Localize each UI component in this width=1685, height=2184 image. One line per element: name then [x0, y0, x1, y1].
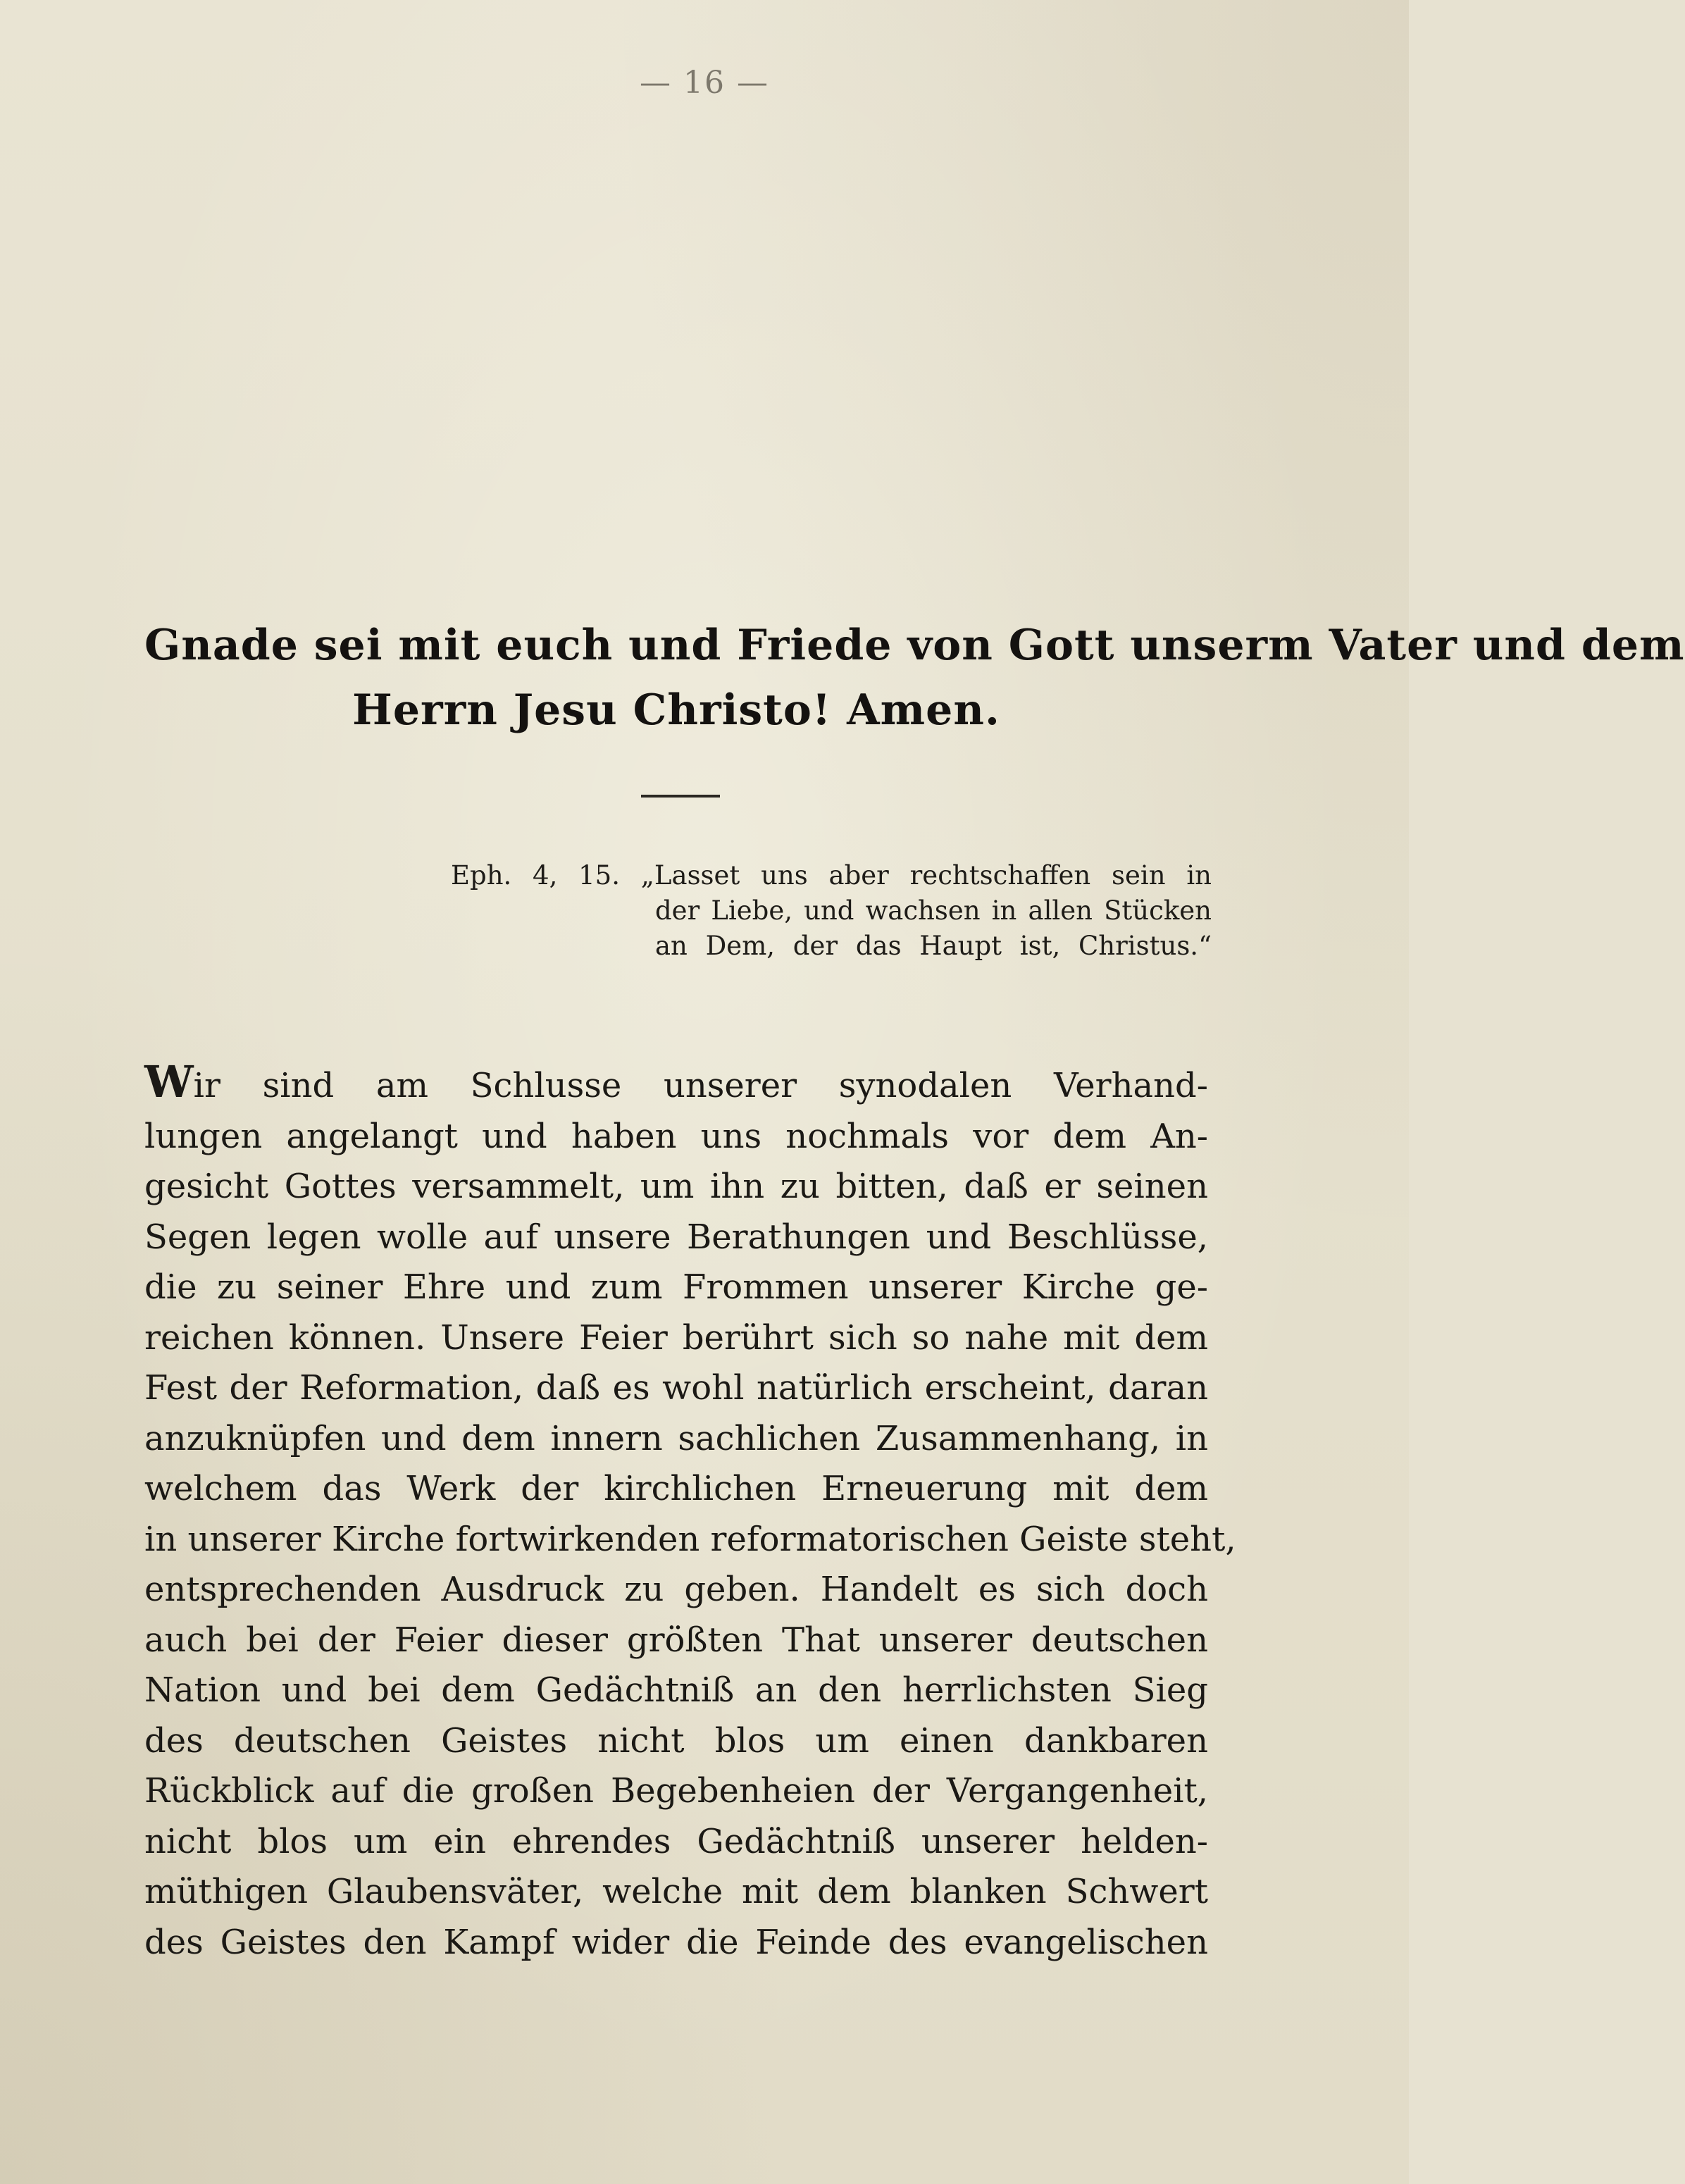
paragraph-line: welchem das Werk der kirchlichen Erneuerung mit dem: [144, 1469, 1208, 1508]
paragraph-line: Segen legen wolle auf unsere Berathungen und Beschlüsse,: [144, 1217, 1208, 1257]
paragraph-line: des deutschen Geistes nicht blos um einen dankbaren: [144, 1720, 1208, 1761]
paragraph-line: [144, 1057, 1208, 1112]
paragraph-line: gesicht Gottes versammelt, um ihn zu bitten, daß er seinen: [144, 1167, 1208, 1206]
verse-first-line: [451, 858, 1212, 893]
paragraph-line: entsprechenden Ausdruck zu geben. Handelt es sich doch: [144, 1570, 1208, 1609]
bible-verse: [451, 858, 1212, 964]
verse-text-line: der Liebe, und wachsen in allen Stücken: [655, 895, 1212, 926]
paragraph-line: anzuknüpfen und dem innern sachlichen Zusammenhang, in: [144, 1418, 1208, 1458]
paragraph-line: Nation und bei dem Gedächtniß an den herrlichsten Sieg: [144, 1670, 1208, 1710]
paragraph-line: Rückblick auf die großen Begebenheien der Vergangenheit,: [144, 1771, 1208, 1811]
divider-rule: [641, 795, 720, 798]
blessing-heading: [144, 613, 1685, 743]
paragraph-line: reichen können. Unsere Feier berührt sich so nahe mit dem: [144, 1317, 1208, 1358]
paragraph-line: müthigen Glaubensväter, welche mit dem blanken Schwert: [144, 1872, 1208, 1911]
initial-letter: W: [144, 1056, 194, 1107]
verse-text-line: „Lasset uns aber rechtschaffen sein in: [640, 860, 1212, 891]
paragraph-line: in unserer Kirche fortwirkenden reformatorischen Geiste steht,: [144, 1519, 1236, 1559]
heading-line: Herrn Jesu Christo! Amen.: [352, 685, 1000, 735]
paragraph-line: des Geistes den Kampf wider die Feinde des evangelischen: [144, 1922, 1208, 1962]
sermon-paragraph: [144, 1056, 1236, 1968]
paragraph-line: Fest der Reformation, daß es wohl natürlich erscheint, daran: [144, 1368, 1208, 1408]
paragraph-line: die zu seiner Ehre und zum Frommen unserer Kirche ge-: [144, 1267, 1208, 1307]
verse-reference: Eph. 4, 15.: [451, 860, 620, 891]
paragraph-line-text: ir sind am Schlusse unserer synodalen Verhand-: [193, 1066, 1208, 1105]
page-number: — 16 —: [640, 65, 769, 101]
paragraph-line: nicht blos um ein ehrendes Gedächtniß unserer helden-: [144, 1821, 1208, 1861]
paragraph-line: auch bei der Feier dieser größten That unserer deutschen: [144, 1620, 1208, 1660]
verse-text-line: an Dem, der das Haupt ist, Christus.“: [655, 931, 1212, 961]
paragraph-line: lungen angelangt und haben uns nochmals vor dem An-: [144, 1116, 1208, 1156]
heading-line: Gnade sei mit euch und Friede von Gott unserm Vater und dem: [144, 621, 1685, 670]
